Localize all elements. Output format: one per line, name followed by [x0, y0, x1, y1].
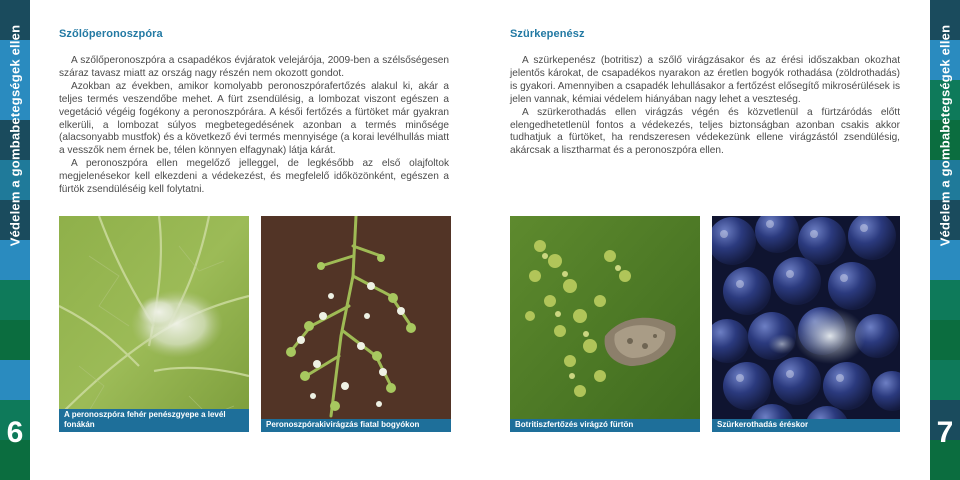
page-number-right: 7	[936, 416, 954, 449]
page-number-left: 6	[6, 416, 24, 449]
photo-caption: A peronoszpóra fehér penészgyepe a levél fonákán	[59, 409, 249, 432]
photo-flowering-cluster	[510, 216, 700, 432]
paragraph: Azokban az években, amikor komolyabb peronoszpórafertőzés alakul ki, akár a teljes termés veszendőbe mehet. A fürt zsendülésig, a lombozat viszont egészen a vegetáció végéig fogékony a peronoszpórára. A késői fertőzés a fürtöket már gyakran elkerüli, a lombozat súlyos megbetegedésének azonban a termés minősége (alacsonyabb mustfok) és a következő évi termés mennyisége (a korai levélhullás miatt a vesszők nem érnek be, télen könnyen elfagynak) látja kárát.	[59, 80, 449, 157]
flowering-cluster-botrytis-photo	[510, 216, 700, 432]
ripe-grapes-grey-rot-photo	[712, 216, 900, 432]
strip-segment	[930, 360, 960, 400]
paragraph: A peronoszpóra ellen megelőző jelleggel, de legkésőbb az első olajfoltok megjelenésekor kell elkezdeni a védekezést, és megfelelő időközönként, egészen a fürtök zsendüléséig kell folytatni.	[59, 158, 449, 196]
strip-segment	[0, 280, 30, 320]
section-title-grey-mould: Szürkepenész	[510, 28, 585, 40]
young-berries-mildew-photo	[261, 216, 451, 432]
right-strip-label: Védelem a gombabetegségek ellen	[937, 24, 953, 246]
paragraph: A szőlőperonoszpóra a csapadékos évjáratok velejárója, 2009-ben a szélsőségesen száraz tavasz miatt az ország nagy részén nem okozott gondot.	[59, 55, 449, 79]
strip-segment	[0, 360, 30, 400]
strip-segment	[0, 320, 30, 360]
photo-young-berries	[261, 216, 451, 432]
section-title-downy-mildew: Szőlőperonoszpóra	[59, 28, 163, 40]
photo-ripe-grapes	[712, 216, 900, 432]
photo-caption: Peronoszpórakivirágzás fiatal bogyókon	[261, 419, 451, 432]
paragraph: A szürkepenész (botritisz) a szőlő virágzásakor és az érési időszakban okozhat jelentős károkat, de csapadékos nyarakon az éretlen bogyók rothadása (zöldrothadás) is gyakori. Amennyiben a csapadék lehullásakor a fertőzést elősegítő mikrosérülések is jelen vannak, kémiai védelem hiányában nagy lehet a veszteség.	[510, 55, 900, 105]
strip-segment	[930, 280, 960, 320]
strip-segment	[930, 320, 960, 360]
photo-caption: Szürkerothadás éréskor	[712, 419, 900, 432]
downy-mildew-section	[59, 28, 449, 197]
photo-caption: Botritiszfertőzés virágzó fürtön	[510, 419, 700, 432]
paragraph: A szürkerothadás ellen virágzás végén és közvetlenül a fürtzáródás előtt elengedhetetlenül fontos a védekezés, teljes biztonságban azonban csakis akkor tudhatjuk a fürtöket, ha rendszeresen védekezünk ellene virágzástól zsendülésig, akárcsak a lisztharmat és a peronoszpóra ellen.	[510, 106, 900, 157]
left-strip-label: Védelem a gombabetegségek ellen	[7, 24, 23, 246]
leaf-underside-mildew-photo	[59, 216, 249, 432]
grey-mould-section	[510, 28, 900, 158]
photo-leaf-underside	[59, 216, 249, 432]
